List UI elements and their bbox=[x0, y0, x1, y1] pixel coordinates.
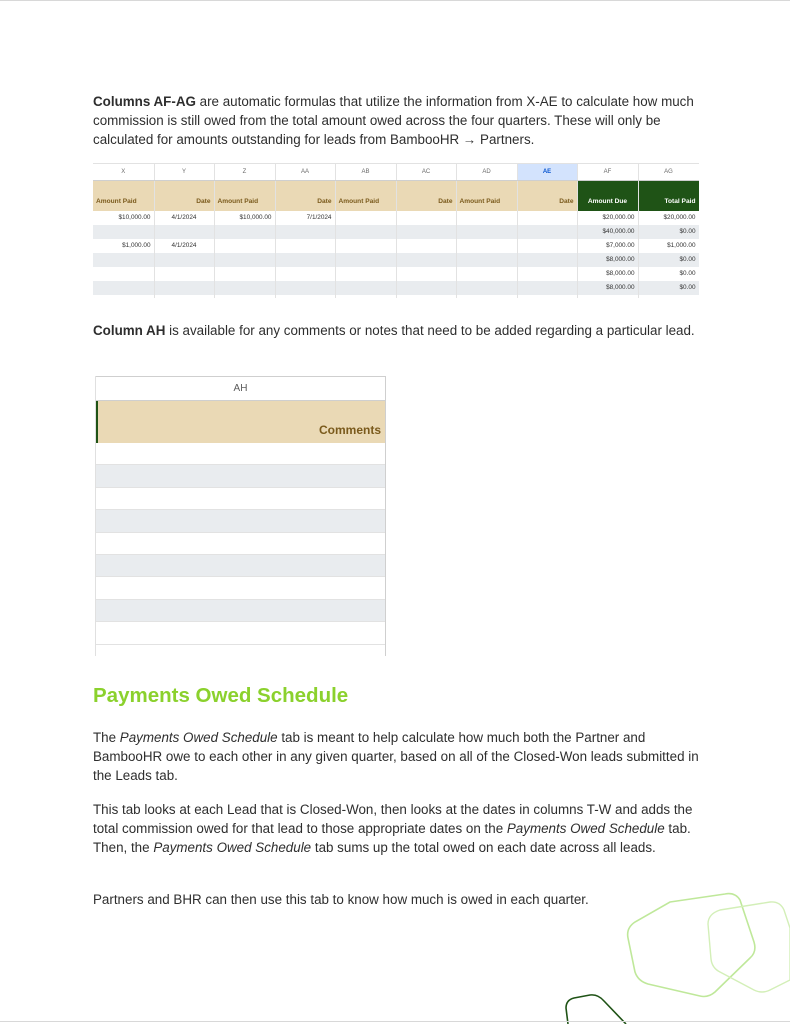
table-cell[interactable] bbox=[335, 211, 396, 225]
table-cell[interactable] bbox=[517, 253, 577, 267]
column-ah-letter-header[interactable]: AH bbox=[96, 376, 385, 401]
table-cell[interactable] bbox=[275, 239, 335, 253]
table-cell[interactable] bbox=[93, 295, 154, 299]
p1-after: tab is meant to help calculate how much both the Partner and BambooHR owe to each other in any given quarter, based on all of the Closed-Won leads submitted in the Leads tab. bbox=[93, 730, 699, 783]
table-cell[interactable] bbox=[396, 281, 456, 295]
column-ah-paragraph bbox=[93, 321, 705, 340]
p2-part-a: This tab looks at each Lead that is Closed-Won, then looks at the dates in columns T-W and adds the total commission owed for that lead to those appropriate dates on the bbox=[93, 802, 693, 836]
table-cell[interactable] bbox=[93, 281, 154, 295]
comments-header-label: Comments bbox=[318, 423, 381, 437]
table-cell[interactable] bbox=[456, 253, 517, 267]
table-row bbox=[93, 239, 699, 253]
table-cell[interactable]: $20,000.00 bbox=[577, 211, 638, 225]
comment-row[interactable] bbox=[96, 465, 385, 487]
table-row bbox=[93, 253, 699, 267]
table-row bbox=[93, 281, 699, 295]
field-header-cell[interactable]: Total Paid bbox=[638, 181, 699, 211]
table-cell[interactable] bbox=[456, 281, 517, 295]
column-header-z[interactable]: Z bbox=[214, 164, 275, 181]
table-cell[interactable] bbox=[517, 239, 577, 253]
table-cell[interactable] bbox=[456, 225, 517, 239]
table-cell[interactable]: $8,000.00 bbox=[577, 253, 638, 267]
table-cell[interactable] bbox=[214, 281, 275, 295]
spreadsheet-column-ah bbox=[95, 376, 386, 656]
column-header-ac[interactable]: AC bbox=[396, 164, 456, 181]
column-header-aa[interactable]: AA bbox=[275, 164, 335, 181]
table-cell[interactable]: $1,000.00 bbox=[638, 239, 699, 253]
column-ah-text: is available for any comments or notes that need to be added regarding a particular lead. bbox=[165, 323, 695, 338]
table-cell[interactable] bbox=[456, 211, 517, 225]
table-cell[interactable] bbox=[214, 295, 275, 299]
comment-row[interactable] bbox=[96, 510, 385, 532]
table-cell[interactable] bbox=[396, 239, 456, 253]
table-cell[interactable] bbox=[396, 225, 456, 239]
comment-row[interactable] bbox=[96, 488, 385, 510]
field-header-cell[interactable]: Date bbox=[275, 181, 335, 211]
field-header-cell[interactable]: Amount Paid bbox=[335, 181, 396, 211]
comment-row[interactable] bbox=[96, 600, 385, 622]
comment-row[interactable] bbox=[96, 443, 385, 465]
column-header-x[interactable]: X bbox=[93, 164, 154, 181]
p2-italic-2: Payments Owed Schedule bbox=[153, 840, 312, 855]
p1-before: The bbox=[93, 730, 120, 745]
intro-paragraph bbox=[93, 92, 705, 149]
table-cell[interactable] bbox=[335, 281, 396, 295]
field-header-cell[interactable]: Date bbox=[396, 181, 456, 211]
section-paragraph-1 bbox=[93, 728, 705, 785]
section-heading: Payments Owed Schedule bbox=[93, 684, 349, 707]
table-cell[interactable] bbox=[93, 267, 154, 281]
table-cell[interactable] bbox=[456, 239, 517, 253]
table-cell[interactable] bbox=[154, 267, 214, 281]
table-cell[interactable]: $20,000.00 bbox=[638, 211, 699, 225]
section-paragraph-2 bbox=[93, 800, 705, 857]
field-header-row bbox=[93, 181, 699, 211]
table-cell[interactable]: $0.00 bbox=[638, 225, 699, 239]
field-header-cell[interactable]: Amount Paid bbox=[214, 181, 275, 211]
table-cell[interactable] bbox=[396, 267, 456, 281]
table-cell[interactable] bbox=[93, 225, 154, 239]
field-header-cell[interactable]: Date bbox=[517, 181, 577, 211]
table-row bbox=[93, 211, 699, 225]
column-letters-row bbox=[93, 164, 699, 181]
column-header-ab[interactable]: AB bbox=[335, 164, 396, 181]
table-cell[interactable] bbox=[335, 295, 396, 299]
hexagon-outline-dark bbox=[566, 995, 626, 1024]
table-cell[interactable] bbox=[214, 239, 275, 253]
table-cell[interactable] bbox=[456, 267, 517, 281]
p1-italic: Payments Owed Schedule bbox=[119, 730, 278, 745]
table-cell[interactable] bbox=[396, 295, 456, 299]
comment-row[interactable] bbox=[96, 622, 385, 644]
table-cell[interactable] bbox=[517, 281, 577, 295]
table-cell[interactable] bbox=[335, 267, 396, 281]
field-header-cell[interactable]: Amount Paid bbox=[456, 181, 517, 211]
table-cell[interactable]: $0.00 bbox=[638, 253, 699, 267]
table-cell[interactable] bbox=[275, 253, 335, 267]
column-header-y[interactable]: Y bbox=[154, 164, 214, 181]
intro-text: are automatic formulas that utilize the information from X-AE to calculate how much commission is still owed from the total amount owed across the four quarters. These will only be calculated for amounts outstanding for leads from BambooHR → Partners. bbox=[93, 94, 694, 147]
table-cell[interactable] bbox=[275, 281, 335, 295]
p2-part-c: tab sums up the total owed on each date across all leads. bbox=[311, 840, 656, 855]
comment-row[interactable] bbox=[96, 577, 385, 599]
table-cell[interactable]: 4/1/2024 bbox=[154, 239, 214, 253]
table-cell[interactable]: $40,000.00 bbox=[577, 225, 638, 239]
table-cell[interactable]: $7,000.00 bbox=[577, 239, 638, 253]
column-header-ag[interactable]: AG bbox=[638, 164, 699, 181]
field-header-cell[interactable]: Amount Paid bbox=[93, 181, 154, 211]
table-cell[interactable] bbox=[214, 267, 275, 281]
hexagon-outline-right bbox=[708, 902, 790, 992]
table-cell[interactable]: $8,000.00 bbox=[577, 281, 638, 295]
table-cell[interactable] bbox=[154, 281, 214, 295]
sheet1-table bbox=[93, 163, 699, 298]
table-cell[interactable]: $10,000.00 bbox=[93, 211, 154, 225]
table-cell[interactable] bbox=[154, 225, 214, 239]
table-cell[interactable] bbox=[517, 295, 577, 299]
table-cell[interactable] bbox=[275, 295, 335, 299]
table-row bbox=[93, 267, 699, 281]
column-ah-bold-label: Column AH bbox=[93, 323, 166, 338]
field-header-cell[interactable]: Date bbox=[154, 181, 214, 211]
table-cell[interactable]: $10,000.00 bbox=[214, 211, 275, 225]
table-cell[interactable] bbox=[517, 267, 577, 281]
table-cell[interactable] bbox=[456, 295, 517, 299]
table-cell[interactable] bbox=[275, 225, 335, 239]
p2-part-b: tab. Then, the bbox=[93, 821, 691, 855]
spreadsheet-columns-x-ag bbox=[93, 163, 699, 298]
table-row bbox=[93, 225, 699, 239]
comment-row[interactable] bbox=[96, 555, 385, 577]
table-cell[interactable] bbox=[396, 211, 456, 225]
table-cell[interactable] bbox=[335, 225, 396, 239]
table-cell[interactable]: 7/1/2024 bbox=[275, 211, 335, 225]
table-cell[interactable] bbox=[335, 253, 396, 267]
intro-bold-label: Columns AF-AG bbox=[93, 94, 196, 109]
table-row bbox=[93, 295, 699, 299]
decorative-hexagon-shapes bbox=[540, 880, 790, 1024]
table-cell[interactable] bbox=[577, 295, 638, 299]
table-cell[interactable] bbox=[396, 253, 456, 267]
table-cell[interactable]: $0.00 bbox=[638, 267, 699, 281]
field-header-cell[interactable]: Amount Due bbox=[577, 181, 638, 211]
table-cell[interactable]: $8,000.00 bbox=[577, 267, 638, 281]
table-cell[interactable] bbox=[517, 225, 577, 239]
comments-header-cell[interactable] bbox=[96, 401, 385, 443]
table-cell[interactable] bbox=[154, 295, 214, 299]
table-cell[interactable] bbox=[214, 225, 275, 239]
table-cell[interactable] bbox=[93, 253, 154, 267]
column-header-af[interactable]: AF bbox=[577, 164, 638, 181]
table-cell[interactable] bbox=[638, 295, 699, 299]
comment-row[interactable] bbox=[96, 533, 385, 555]
table-cell[interactable]: 4/1/2024 bbox=[154, 211, 214, 225]
table-cell[interactable] bbox=[275, 267, 335, 281]
p2-italic-1: Payments Owed Schedule bbox=[506, 821, 665, 836]
table-cell[interactable]: $0.00 bbox=[638, 281, 699, 295]
table-cell[interactable]: $1,000.00 bbox=[93, 239, 154, 253]
column-header-ad[interactable]: AD bbox=[456, 164, 517, 181]
section-paragraph-3: Partners and BHR can then use this tab to know how much is owed in each quarter. bbox=[93, 892, 589, 907]
table-cell[interactable] bbox=[154, 253, 214, 267]
table-cell[interactable] bbox=[517, 211, 577, 225]
column-header-ae[interactable]: AE bbox=[517, 164, 577, 181]
page-top-border bbox=[0, 0, 790, 1]
table-cell[interactable] bbox=[214, 253, 275, 267]
table-cell[interactable] bbox=[335, 239, 396, 253]
page-bottom-border bbox=[0, 1021, 790, 1022]
